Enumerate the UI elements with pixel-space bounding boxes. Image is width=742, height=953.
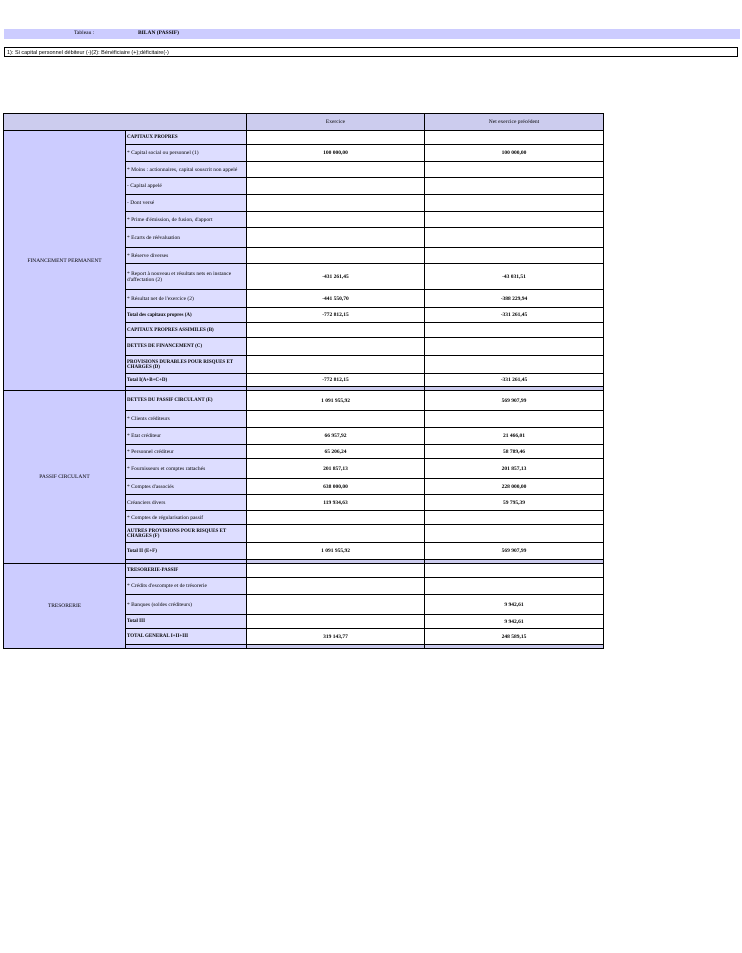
value-exercice (247, 578, 425, 595)
separator-cell (425, 645, 604, 649)
row-label: Total des capitaux propres (A) (126, 308, 247, 323)
row-label: DETTES DE FINANCEMENT (C) (126, 338, 247, 356)
value-previous: 228 000,00 (425, 479, 604, 495)
section-label: PASSIF CIRCULANT (4, 391, 126, 564)
row-label: Total III (126, 615, 247, 629)
value-exercice (247, 178, 425, 195)
value-exercice: 65 206,24 (247, 445, 425, 459)
value-previous: -43 031,51 (425, 264, 604, 290)
row-label: * Banques (soldes créditeurs) (126, 595, 247, 615)
value-exercice: 1 091 955,92 (247, 543, 425, 560)
value-exercice: -441 550,70 (247, 290, 425, 308)
value-previous: -388 229,94 (425, 290, 604, 308)
value-exercice: -431 261,45 (247, 264, 425, 290)
value-previous: 9 942,61 (425, 595, 604, 615)
value-previous (425, 131, 604, 145)
row-label: Total I(A+B+C+D) (126, 374, 247, 387)
column-header-exercice: Exercice (247, 114, 425, 131)
table-header-row (4, 114, 604, 131)
column-header-previous: Net exercice précédent (425, 114, 604, 131)
value-exercice (247, 248, 425, 264)
row-label: CAPITAUX PROPRES (126, 131, 247, 145)
value-previous: 569 907,99 (425, 391, 604, 411)
value-exercice: 319 143,77 (247, 629, 425, 645)
value-previous (425, 525, 604, 543)
value-exercice (247, 212, 425, 228)
row-label: * Résultat net de l'exercice (2) (126, 290, 247, 308)
value-exercice (247, 131, 425, 145)
row-label: CAPITAUX PROPRES ASSIMILES (B) (126, 323, 247, 338)
value-previous: 59 795,39 (425, 495, 604, 511)
value-previous: 248 589,15 (425, 629, 604, 645)
value-exercice: 638 000,00 (247, 479, 425, 495)
value-previous (425, 178, 604, 195)
value-previous (425, 511, 604, 525)
value-exercice (247, 338, 425, 356)
section-label: FINANCEMENT PERMANENT (4, 131, 126, 391)
value-exercice: -772 812,15 (247, 308, 425, 323)
row-label: PROVISIONS DURABLES POUR RISQUES ET CHARGES (D) (126, 356, 247, 374)
value-exercice: 100 000,00 (247, 145, 425, 162)
value-previous: 9 942,61 (425, 615, 604, 629)
value-previous: 100 000,00 (425, 145, 604, 162)
value-exercice (247, 195, 425, 212)
row-label: * Capital social ou personnel (1) (126, 145, 247, 162)
header-bar (4, 29, 740, 39)
row-label: * Fournisseurs et comptes rattachés (126, 459, 247, 479)
value-exercice (247, 356, 425, 374)
row-label: * Prime d'émission, de fusion, d'apport (126, 212, 247, 228)
row-label: * Report à nouveau et résultats nets en instance d'affectation (2) (126, 264, 247, 290)
value-previous (425, 228, 604, 248)
row-label: - Dont versé (126, 195, 247, 212)
value-previous (425, 195, 604, 212)
value-previous (425, 338, 604, 356)
table-row (4, 564, 604, 578)
row-label: * Clients créditeurs (126, 411, 247, 428)
footnote: 1): Si capital personnel débiteur (-)(2): Bénéficiaire (+);déficitaire(-) (4, 47, 738, 57)
row-label: * Comptes de régularisation passif (126, 511, 247, 525)
value-exercice (247, 595, 425, 615)
value-previous (425, 162, 604, 178)
value-previous: 569 907,99 (425, 543, 604, 560)
value-previous (425, 564, 604, 578)
value-previous: 21 466,01 (425, 428, 604, 445)
value-previous: -331 261,45 (425, 308, 604, 323)
value-exercice: 201 857,13 (247, 459, 425, 479)
value-previous: -331 261,45 (425, 374, 604, 387)
value-exercice: 1 091 955,92 (247, 391, 425, 411)
value-previous (425, 578, 604, 595)
value-exercice (247, 615, 425, 629)
row-label: * Personnel créditeur (126, 445, 247, 459)
row-label: * Crédits d'escompte et de trésorerie (126, 578, 247, 595)
row-label: DETTES DU PASSIF CIRCULANT (E) (126, 391, 247, 411)
row-label: AUTRES PROVISIONS POUR RISQUES ET CHARGES (F) (126, 525, 247, 543)
value-exercice (247, 162, 425, 178)
row-label: * Comptes d'associés (126, 479, 247, 495)
value-previous: 58 789,46 (425, 445, 604, 459)
value-exercice (247, 411, 425, 428)
row-label: TOTAL GENERAL I+II+III (126, 629, 247, 645)
value-previous (425, 323, 604, 338)
row-label: * Etat créditeur (126, 428, 247, 445)
value-previous: 201 857,13 (425, 459, 604, 479)
header-title: BILAN (PASSIF) (138, 30, 180, 36)
value-previous (425, 411, 604, 428)
row-label: * Réserve diverses (126, 248, 247, 264)
separator-cell (247, 645, 425, 649)
value-exercice (247, 564, 425, 578)
value-previous (425, 356, 604, 374)
header-label: Tableau : (74, 30, 95, 36)
row-label: TRESORERIE-PASSIF (126, 564, 247, 578)
value-previous (425, 248, 604, 264)
table-row (4, 391, 604, 411)
value-exercice: -772 812,15 (247, 374, 425, 387)
value-exercice (247, 228, 425, 248)
row-label: * Moins : actionnaires, capital souscrit non appelé (126, 162, 247, 178)
value-exercice (247, 323, 425, 338)
section-label: TRESORERIE (4, 564, 126, 649)
value-previous (425, 212, 604, 228)
value-exercice (247, 511, 425, 525)
header-blank-cell (4, 114, 247, 131)
value-exercice: 119 934,63 (247, 495, 425, 511)
row-label: * Ecarts de réévaluation (126, 228, 247, 248)
row-label: Créanciers divers (126, 495, 247, 511)
table-row (4, 131, 604, 145)
value-exercice (247, 525, 425, 543)
separator-cell (126, 645, 247, 649)
balance-sheet-table (3, 113, 604, 649)
row-label: Total II (E+F) (126, 543, 247, 560)
value-exercice: 66 957,92 (247, 428, 425, 445)
row-label: - Capital appelé (126, 178, 247, 195)
